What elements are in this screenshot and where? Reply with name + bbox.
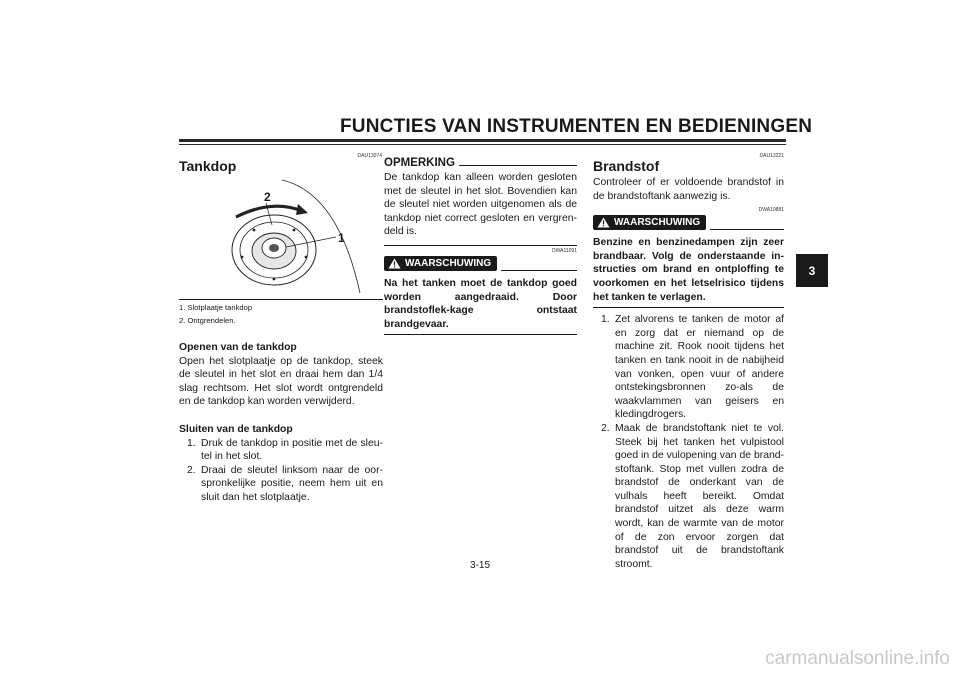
subheading-close: Sluiten van de tankdop: [179, 423, 293, 435]
warning-label: WAARSCHUWING: [405, 257, 492, 269]
warning-badge: [593, 215, 706, 230]
right-column: [593, 158, 784, 571]
warning-paragraph: Na het tanken moet de tankdop goed worden aangedraaid. Door brandstoflek-kage ontstaat brandgevaar.: [384, 277, 577, 330]
warning-code: DWA10881: [758, 207, 784, 214]
open-paragraph: Open het slotplaatje op de tankdop, steek de sleutel in het slot en draai hem dan 1/4 slag rechtsom. Het slot wordt ontgrendeld en de tankdop kan worden verwijderd.: [179, 355, 383, 408]
note-title: OPMERKING: [384, 157, 455, 169]
arrow-head: [296, 204, 308, 215]
fuel-cap-illustration: [220, 175, 370, 297]
warning-triangle-icon: [597, 217, 610, 228]
warning-code: DWA11091: [551, 247, 577, 254]
open-section: [179, 341, 383, 505]
warning-triangle-icon: [388, 258, 401, 269]
warning-header-rule: [501, 270, 577, 271]
figure-label-2: 2: [264, 190, 271, 204]
note-title-rule: [459, 165, 577, 166]
page-number: 3-15: [469, 560, 490, 571]
header-rule-thin: [179, 144, 786, 145]
header-rule: [179, 139, 786, 142]
list-item: 1. Zet alvorens te tanken de motor af en zorg dat er niemand op de machine zit. Rook nooit tijdens het tanken en tank nooit in de nabijheid van vonken, open vuur of andere ontstekingsbronnen zo-als de waakvlammen van geisers en kledingdrogers.: [601, 314, 784, 421]
key-slot: [269, 244, 279, 252]
list-item: 2. Draai de sleutel linksom naar de oor-spronkelijke positie, neem hem uit en sluit dan het slotplaatje.: [187, 464, 383, 503]
warning-badge: [384, 256, 497, 271]
warning-end-rule: [384, 334, 577, 335]
note-paragraph: De tankdop kan alleen worden gesloten met de sleutel in het slot. Bovendien kan de sleutel niet worden uitgenomen als de tankdop niet correct gesloten en vergren-deld is.: [384, 172, 577, 238]
warning-paragraph: Benzine en benzinedampen zijn zeer brandbaar. Volg de onderstaande in-structies om brand en ontploffing te voorkomen en het letselrisico tijdens het tanken te verlagen.: [593, 237, 784, 303]
page-header-title: FUNCTIES VAN INSTRUMENTEN EN BEDIENINGEN: [340, 116, 813, 137]
warning-end-rule: [593, 307, 784, 308]
figure-caption-2: 2. Ontgrendelen.: [179, 316, 236, 325]
chapter-tab[interactable]: 3: [796, 254, 828, 287]
caption-rule: [179, 299, 383, 300]
figure-label-1: 1: [338, 231, 345, 245]
figure-caption-1: 1. Slotplaatje tankdop: [179, 303, 253, 312]
intro-paragraph: Controleer of er voldoende brandstof in de brandstoftank aanwezig is.: [593, 177, 784, 202]
note-title-row: [384, 157, 577, 169]
section-heading-brandstof: Brandstof: [593, 158, 660, 174]
middle-column: [384, 157, 577, 335]
tank-contour: [282, 180, 360, 293]
section-code: DAU13221: [759, 153, 784, 159]
warning-label: WAARSCHUWING: [614, 217, 701, 229]
note-end-rule: [384, 245, 577, 246]
list-item: 2. Maak de brandstoftank niet te vol. Steek bij het tanken het vulpistool goed in de vulopening van de brand-stoftank. Stop met vullen zodra de brandstof de onderkant van de vulhals heeft bereikt. Omdat brandstof uitzet als deze warm wordt, kan de warmte van de motor of de zon ervoor zorgen dat brandstof uit de brandstoftank stroomt.: [601, 422, 784, 570]
section-heading-tankdop: Tankdop: [179, 158, 237, 174]
list-item: 1. Druk de tankdop in positie met de sleu-tel in het slot.: [187, 437, 383, 463]
section-code: DAU13074: [357, 153, 382, 159]
warning-header: [384, 256, 577, 271]
subheading-open: Openen van de tankdop: [179, 342, 297, 353]
warning-header-rule: [710, 229, 784, 230]
watermark: carmanualsonline.info: [765, 648, 950, 669]
warning-header: [593, 215, 784, 230]
